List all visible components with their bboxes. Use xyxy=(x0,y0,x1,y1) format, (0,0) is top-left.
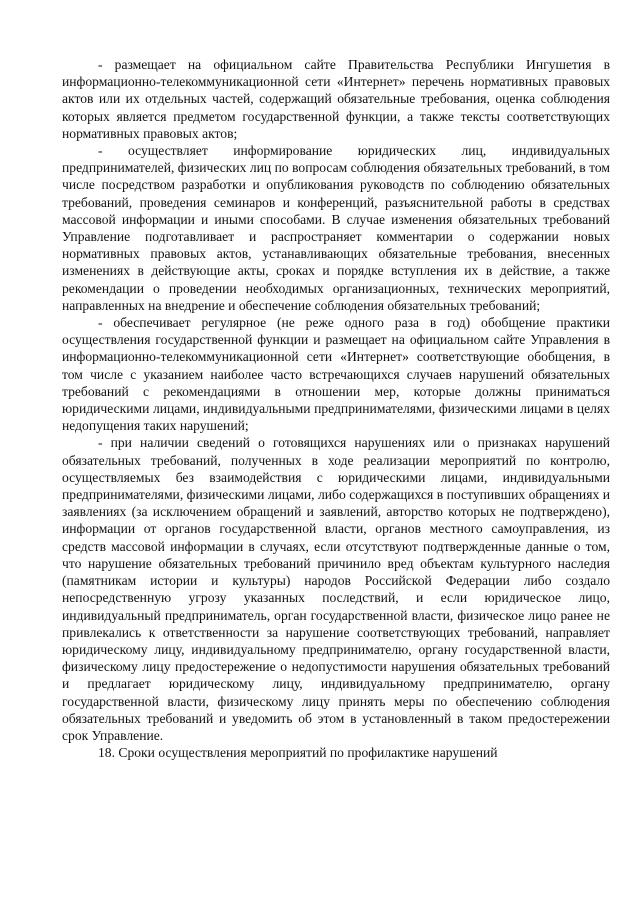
paragraph-warning: - при наличии сведений о готовящихся нарушениях или о признаках нарушений обязательных требований, полученных в ходе реализации мероприятий по контролю, осуществляемых без взаимодействия с юридическими лицами, индивидуальными предпринимателями, физическими лицами, либо содержащихся в поступивших обращениях и заявлениях (за исключением обращений и заявлений, авторство которых не подтверждено), информации от органов государственной власти, органов местного самоуправления, из средств массовой информации в случаях, если отсутствуют подтвержденные данные о том, что нарушение обязательных требований причинило вред объектам культурного наследия (памятникам истории и культуры) народов Российской Федерации либо создало непосредственную угрозу указанных последствий, и если юридическое лицо, индивидуальный предприниматель, орган государственной власти, физическое лицо ранее не привлекались к ответственности за нарушение соответствующих требований, направляет юридическому лицу, индивидуальному предпринимателю, органу государственной власти, физическому лицу предостережение о недопустимости нарушения обязательных требований и предлагает юридическому лицу, индивидуальному предпринимателю, органу государственной власти, физическому лицу принять меры по обеспечению соблюдения обязательных требований и уведомить об этом в установленный в таком предостережении срок Управление. xyxy=(62,435,610,743)
paragraph-practice-summary: - обеспечивает регулярное (не реже одного раза в год) обобщение практики осуществления государственной функции и размещает на официальном сайте Управления в информационно-телекоммуникационной сети «Интернет» соответствующие обобщения, в том числе с указанием наиболее часто встречающихся случаев нарушений обязательных требований с рекомендациями в отношении мер, которые должны приниматься юридическими лицами, индивидуальными предпринимателями, физическими лицами в целях недопущения таких нарушений; xyxy=(62,315,610,434)
document-body xyxy=(62,56,610,761)
paragraph-section-18: 18. Сроки осуществления мероприятий по профилактике нарушений xyxy=(98,745,498,761)
paragraph-publish-legal-acts: - размещает на официальном сайте Правительства Республики Ингушетия в информационно-телекоммуникационной сети «Интернет» перечень нормативных правовых актов или их отдельных частей, содержащий обязательные требования, оценка соблюдения которых является предметом государственной функции, а также тексты соответствующих нормативных правовых актов; xyxy=(62,57,610,141)
paragraph-informing: - осуществляет информирование юридических лиц, индивидуальных предпринимателей, физических лиц по вопросам соблюдения обязательных требований, в том числе посредством разработки и опубликования руководств по соблюдению обязательных требований, проведения семинаров и конференций, разъяснительной работы в средствах массовой информации и иными способами. В случае изменения обязательных требований Управление подготавливает и распространяет комментарии о содержании новых нормативных правовых актов, устанавливающих обязательные требования, внесенных изменениях в действующие акты, сроках и порядке вступления их в действие, а также рекомендации о проведении необходимых организационных, технических мероприятий, направленных на внедрение и обеспечение соблюдения обязательных требований; xyxy=(62,143,610,313)
